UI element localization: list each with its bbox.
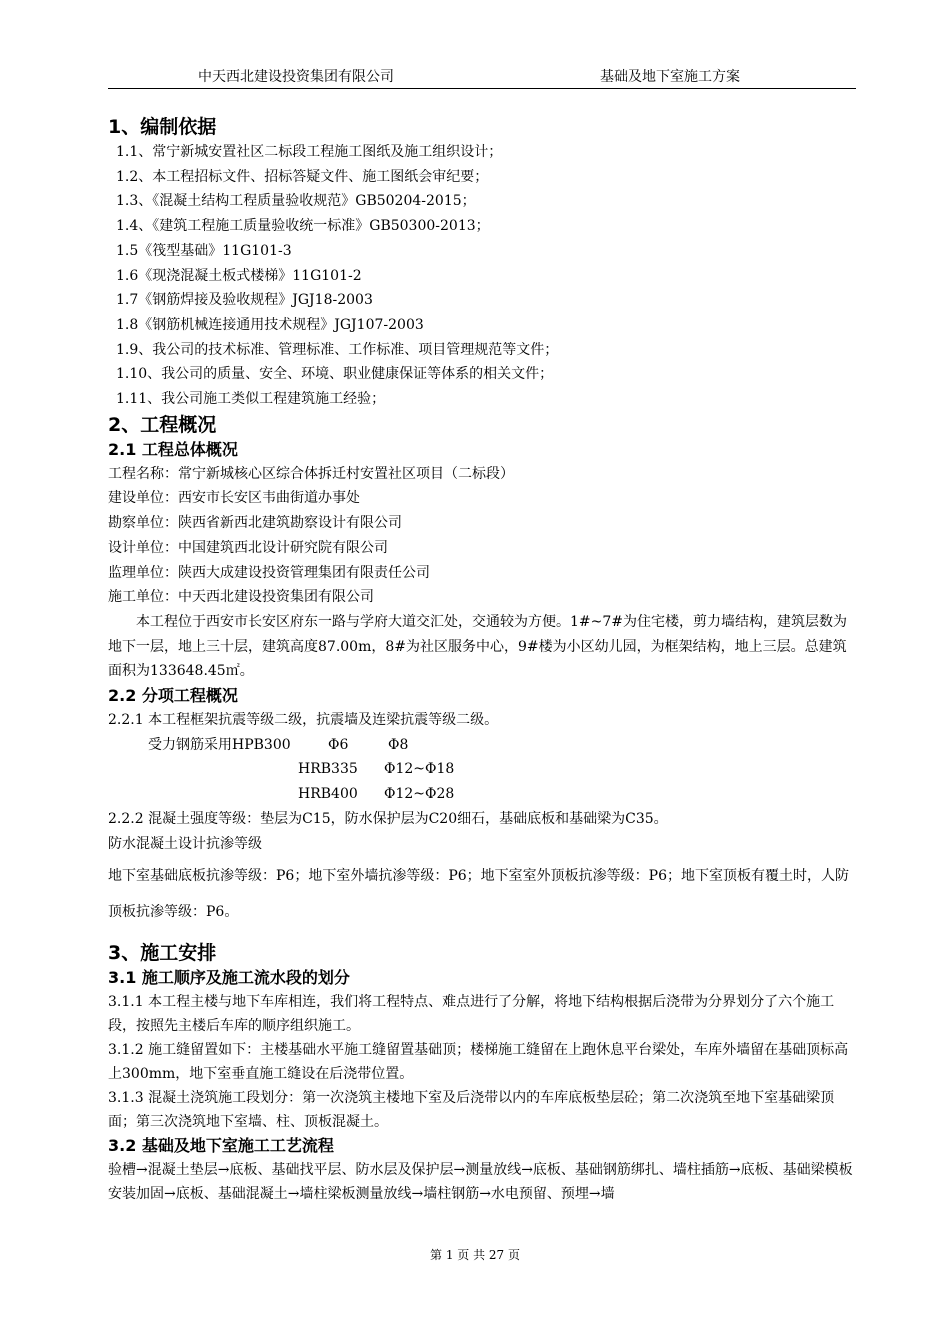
- project-info-line: 勘察单位：陕西省新西北建筑勘察设计有限公司: [108, 515, 402, 532]
- process-flow-paragraph: 验槽→混凝土垫层→底板、基础找平层、防水层及保护层→测量放线→底板、基础钢筋绑扎、墙柱插筋→底板、基础梁模板安装加固→底板、基础混凝土→墙柱梁板测量放线→墙柱钢筋→水电预留、预埋→墙: [108, 1162, 853, 1203]
- rebar-grade: HRB335: [298, 761, 358, 778]
- section-3-1-title: 3.1 施工顺序及施工流水段的划分: [108, 968, 350, 988]
- project-info-line: 设计单位：中国建筑西北设计研究院有限公司: [108, 539, 388, 556]
- basis-item: 1.9、我公司的技术标准、管理标准、工作标准、项目管理规范等文件；: [116, 341, 559, 358]
- basis-item: 1.10、我公司的质量、安全、环境、职业健康保证等体系的相关文件；: [116, 366, 554, 383]
- rebar-diameter: Φ8: [388, 736, 409, 753]
- section-1-title: 1、编制依据: [108, 116, 217, 138]
- basis-item: 1.1、常宁新城安置社区二标段工程施工图纸及施工组织设计；: [116, 144, 503, 160]
- seismic-grade-line: 2.2.1 本工程框架抗震等级二级，抗震墙及连梁抗震等级二级。: [108, 712, 499, 729]
- construction-sequence-paragraph: 3.1.1 本工程主楼与地下车库相连，我们将工程特点、难点进行了分解，将地下结构根据后浇带为分界划分了六个施工段，按照先主楼后车库的顺序组织施工。: [108, 994, 835, 1035]
- section-2-2-title: 2.2 分项工程概况: [108, 686, 238, 706]
- rebar-grade: HRB400: [298, 786, 358, 803]
- basis-item: 1.3、《混凝土结构工程质量验收规范》GB50204-2015；: [116, 193, 476, 210]
- project-info-line: 建设单位：西安市长安区韦曲街道办事处: [108, 490, 360, 507]
- project-info-line: 施工单位：中天西北建设投资集团有限公司: [108, 589, 374, 606]
- basis-item: 1.4、《建筑工程施工质量验收统一标准》GB50300-2013；: [116, 218, 490, 235]
- rebar-row: [108, 782, 856, 807]
- project-info-line: 工程名称：常宁新城核心区综合体拆迁村安置社区项目（二标段）: [108, 465, 514, 482]
- rebar-row: [108, 733, 856, 758]
- header-doc-title: 基础及地下室施工方案: [600, 69, 740, 85]
- rebar-diameter: Φ12~Φ28: [384, 786, 455, 803]
- rebar-diameter: Φ12~Φ18: [384, 761, 455, 778]
- basis-item: 1.11、我公司施工类似工程建筑施工经验；: [116, 391, 386, 408]
- header-company: 中天西北建设投资集团有限公司: [198, 69, 394, 85]
- project-overview-paragraph: 本工程位于西安市长安区府东一路与学府大道交汇处，交通较为方便。1#~7#为住宅楼，剪力墙结构，建筑层数为地下一层，地上三十层，建筑高度87.00m，8#为社区服务中心，9#楼为小区幼儿园，为框架结构，地上三层。总建筑面积为133648.45㎡。: [108, 613, 848, 680]
- rebar-diameter: Φ6: [328, 736, 349, 753]
- page-content: [108, 114, 856, 1206]
- section-3-2-title: 3.2 基础及地下室施工工艺流程: [108, 1136, 334, 1156]
- section-2-1-title: 2.1 工程总体概况: [108, 439, 238, 459]
- basis-item: 1.5《筏型基础》11G101-3: [116, 242, 292, 259]
- basis-item: 1.6《现浇混凝土板式楼梯》11G101-2: [116, 267, 362, 284]
- basis-item: 1.7《钢筋焊接及验收规程》JGJ18-2003: [116, 292, 373, 309]
- rebar-row: [108, 757, 856, 782]
- impermeability-heading: 防水混凝土设计抗渗等级: [108, 835, 262, 852]
- section-3-title: 3、施工安排: [108, 942, 217, 965]
- page-header: [108, 66, 856, 89]
- section-2-title: 2、工程概况: [108, 413, 217, 436]
- concrete-grade-line: 2.2.2 混凝土强度等级：垫层为C15，防水保护层为C20细石，基础底板和基础梁为C35。: [108, 810, 668, 827]
- basis-item: 1.8《钢筋机械连接通用技术规程》JGJ107-2003: [116, 316, 424, 333]
- rebar-grade: 受力钢筋采用HPB300: [148, 736, 291, 753]
- basis-item: 1.2、本工程招标文件、招标答疑文件、施工图纸会审纪要；: [116, 168, 489, 185]
- page-footer: 第 1 页 共 27 页: [430, 1248, 520, 1262]
- construction-joint-paragraph: 3.1.2 施工缝留置如下：主楼基础水平施工缝留置基础顶；楼梯施工缝留在上跑休息平台梁处，车库外墙留在基础顶标高上300mm，地下室垂直施工缝设在后浇带位置。: [108, 1042, 849, 1083]
- project-info-line: 监理单位：陕西大成建设投资管理集团有限责任公司: [108, 564, 430, 581]
- impermeability-paragraph: 地下室基础底板抗渗等级：P6；地下室外墙抗渗等级：P6；地下室室外顶板抗渗等级：P6；地下室顶板有覆土时，人防顶板抗渗等级：P6。: [108, 868, 849, 921]
- pour-stage-paragraph: 3.1.3 混凝土浇筑施工段划分：第一次浇筑主楼地下室及后浇带以内的车库底板垫层砼；第二次浇筑至地下室基础梁顶面；第三次浇筑地下室墙、柱、顶板混凝土。: [108, 1090, 835, 1131]
